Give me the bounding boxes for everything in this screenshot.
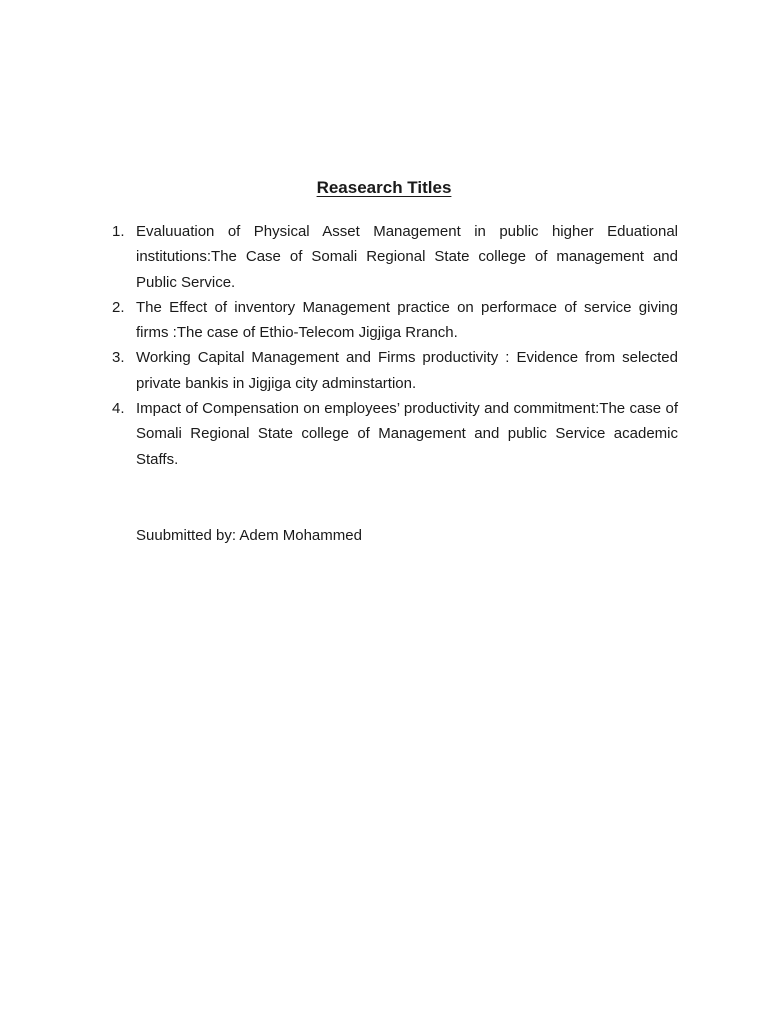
item-text: Impact of Compensation on employees’ productivity and commitment:The case of Somali Regional State college of Management and public Service academic Staffs. <box>136 400 678 468</box>
item-number: 2. <box>112 298 125 316</box>
research-title-item-3 <box>106 345 678 396</box>
item-text: Working Capital Management and Firms productivity : Evidence from selected private bankis in Jigjiga city adminstartion. <box>136 349 678 392</box>
document-title: Reasearch Titles <box>316 178 452 197</box>
submitted-by: Suubmitted by: Adem Mohammed <box>136 527 362 544</box>
item-text: Evaluuation of Physical Asset Management in public higher Eduational institutions:The Case of Somali Regional State college of management and Public Service. <box>136 223 678 291</box>
research-title-item-2 <box>106 295 678 346</box>
research-title-item-1 <box>106 219 678 295</box>
research-title-item-4 <box>106 396 678 472</box>
item-number: 3. <box>112 349 125 367</box>
item-number: 4. <box>112 400 125 418</box>
research-titles-list <box>106 219 678 472</box>
item-number: 1. <box>112 223 125 240</box>
item-text: The Effect of inventory Management practice on performace of service giving firms :The case of Ethio-Telecom Jigjiga Rranch. <box>136 298 678 342</box>
